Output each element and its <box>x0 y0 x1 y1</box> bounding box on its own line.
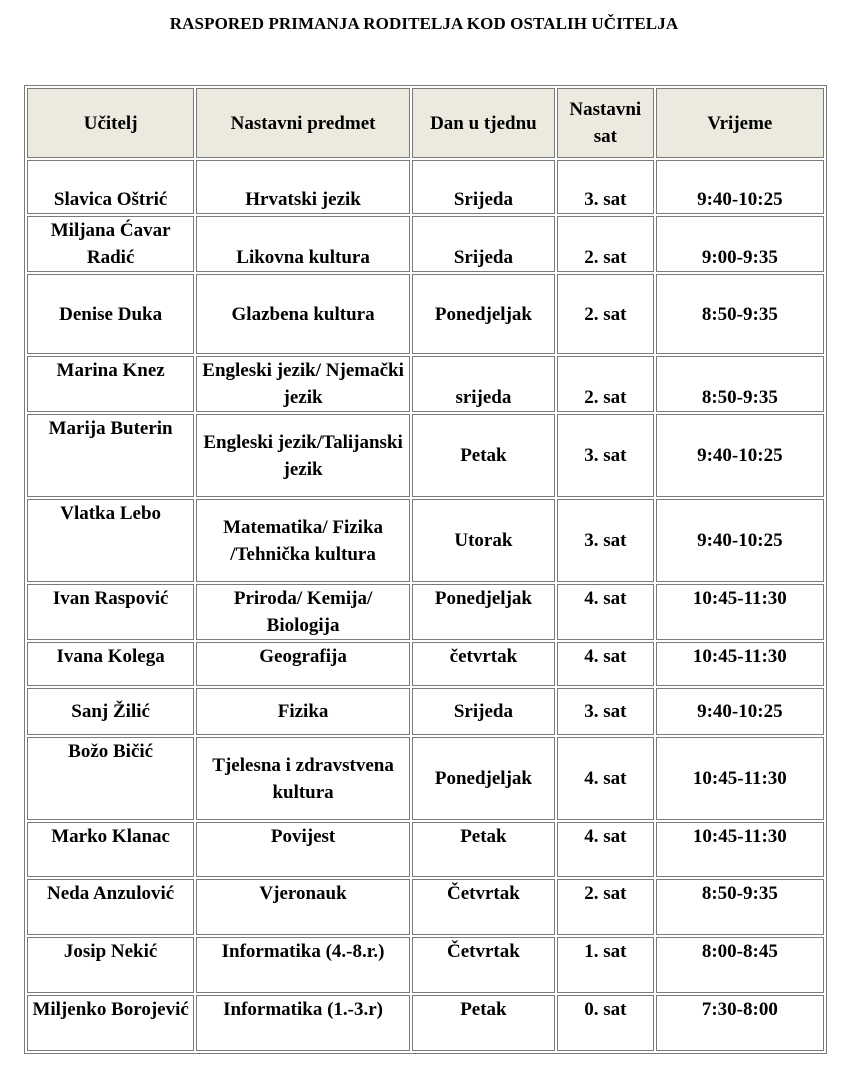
cell-time: 10:45-11:30 <box>656 584 824 640</box>
cell-teacher: Marija Buterin <box>27 414 194 497</box>
cell-day: srijeda <box>412 356 555 412</box>
cell-time: 7:30-8:00 <box>656 995 824 1051</box>
cell-time: 9:00-9:35 <box>656 216 824 272</box>
cell-subject: Likovna kultura <box>196 216 410 272</box>
cell-day: Srijeda <box>412 160 555 214</box>
table-row <box>27 274 824 354</box>
cell-subject: Matematika/ Fizika /Tehnička kultura <box>196 499 410 582</box>
table-row <box>27 688 824 735</box>
cell-teacher: Marina Knez <box>27 356 194 412</box>
cell-day: Petak <box>412 822 555 877</box>
cell-teacher: Slavica Oštrić <box>27 160 194 214</box>
cell-teacher: Neda Anzulović <box>27 879 194 935</box>
cell-time: 10:45-11:30 <box>656 642 824 686</box>
cell-time: 8:50-9:35 <box>656 356 824 412</box>
cell-teacher: Božo Bičić <box>27 737 194 820</box>
table-row <box>27 737 824 820</box>
cell-period: 3. sat <box>557 499 654 582</box>
header-subject: Nastavni predmet <box>196 88 410 158</box>
cell-period: 4. sat <box>557 584 654 640</box>
cell-period: 2. sat <box>557 274 654 354</box>
header-time: Vrijeme <box>656 88 824 158</box>
cell-time: 9:40-10:25 <box>656 414 824 497</box>
cell-period: 3. sat <box>557 688 654 735</box>
header-teacher: Učitelj <box>27 88 194 158</box>
table-row <box>27 584 824 640</box>
cell-teacher: Miljenko Borojević <box>27 995 194 1051</box>
cell-day: četvrtak <box>412 642 555 686</box>
cell-time: 10:45-11:30 <box>656 737 824 820</box>
cell-subject: Engleski jezik/ Njemački jezik <box>196 356 410 412</box>
header-row <box>27 88 824 158</box>
cell-subject: Engleski jezik/Talijanski jezik <box>196 414 410 497</box>
header-period: Nastavni sat <box>557 88 654 158</box>
table-row <box>27 642 824 686</box>
cell-period: 4. sat <box>557 822 654 877</box>
cell-period: 3. sat <box>557 414 654 497</box>
cell-teacher: Ivana Kolega <box>27 642 194 686</box>
cell-teacher: Denise Duka <box>27 274 194 354</box>
cell-subject: Glazbena kultura <box>196 274 410 354</box>
table-row <box>27 822 824 877</box>
table-row <box>27 879 824 935</box>
cell-period: 3. sat <box>557 160 654 214</box>
cell-subject: Informatika (4.-8.r.) <box>196 937 410 993</box>
schedule-table <box>24 85 827 1054</box>
cell-time: 8:50-9:35 <box>656 274 824 354</box>
cell-period: 2. sat <box>557 216 654 272</box>
cell-subject: Vjeronauk <box>196 879 410 935</box>
cell-subject: Geografija <box>196 642 410 686</box>
cell-period: 4. sat <box>557 737 654 820</box>
table-row <box>27 160 824 214</box>
cell-day: Četvrtak <box>412 879 555 935</box>
cell-time: 8:50-9:35 <box>656 879 824 935</box>
cell-time: 9:40-10:25 <box>656 688 824 735</box>
header-day: Dan u tjednu <box>412 88 555 158</box>
cell-day: Utorak <box>412 499 555 582</box>
table-row <box>27 937 824 993</box>
page-title: RASPORED PRIMANJA RODITELJA KOD OSTALIH UČITELJA <box>169 14 679 33</box>
cell-day: Srijeda <box>412 216 555 272</box>
cell-time: 9:40-10:25 <box>656 499 824 582</box>
cell-subject: Priroda/ Kemija/ Biologija <box>196 584 410 640</box>
cell-period: 0. sat <box>557 995 654 1051</box>
cell-time: 8:00-8:45 <box>656 937 824 993</box>
cell-subject: Hrvatski jezik <box>196 160 410 214</box>
table-row <box>27 995 824 1051</box>
cell-period: 1. sat <box>557 937 654 993</box>
cell-day: Ponedjeljak <box>412 584 555 640</box>
cell-day: Ponedjeljak <box>412 737 555 820</box>
cell-time: 10:45-11:30 <box>656 822 824 877</box>
table-row <box>27 356 824 412</box>
cell-day: Srijeda <box>412 688 555 735</box>
cell-subject: Informatika (1.-3.r) <box>196 995 410 1051</box>
cell-period: 2. sat <box>557 879 654 935</box>
cell-day: Četvrtak <box>412 937 555 993</box>
cell-teacher: Ivan Raspović <box>27 584 194 640</box>
cell-teacher: Vlatka Lebo <box>27 499 194 582</box>
cell-day: Petak <box>412 995 555 1051</box>
cell-teacher: Josip Nekić <box>27 937 194 993</box>
cell-time: 9:40-10:25 <box>656 160 824 214</box>
cell-subject: Povijest <box>196 822 410 877</box>
cell-subject: Fizika <box>196 688 410 735</box>
cell-subject: Tjelesna i zdravstvena kultura <box>196 737 410 820</box>
table-row <box>27 414 824 497</box>
cell-period: 2. sat <box>557 356 654 412</box>
table-row <box>27 216 824 272</box>
cell-teacher: Miljana Ćavar Radić <box>27 216 194 272</box>
cell-teacher: Marko Klanac <box>27 822 194 877</box>
cell-day: Petak <box>412 414 555 497</box>
cell-period: 4. sat <box>557 642 654 686</box>
table-row <box>27 499 824 582</box>
cell-teacher: Sanj Žilić <box>27 688 194 735</box>
cell-day: Ponedjeljak <box>412 274 555 354</box>
